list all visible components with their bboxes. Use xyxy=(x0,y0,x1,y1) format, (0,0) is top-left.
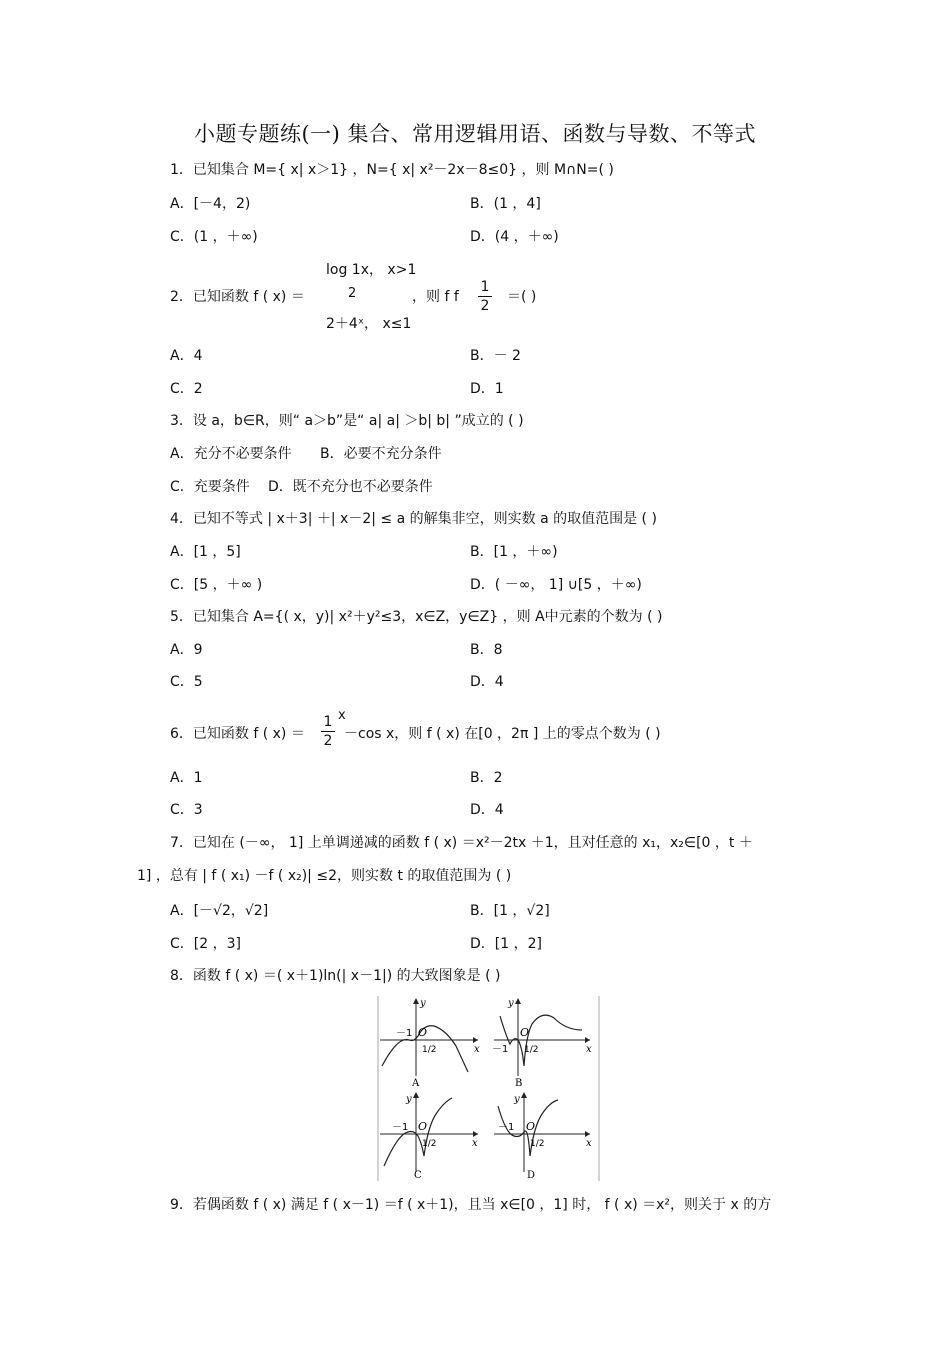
question-6-stem-right: －cos x，则 f ( x) 在[0 ，2π ] 上的零点个数为 ( ) xyxy=(344,726,661,742)
graph-b-x-label: x xyxy=(586,1044,592,1055)
question-6-exponent: x xyxy=(338,708,346,723)
question-6-option-b: B．2 xyxy=(470,770,503,786)
graph-c-tick-half: 1/2 xyxy=(422,1139,437,1149)
question-4-stem: 4．已知不等式 | x＋3| ＋| x－2| ≤ a 的解集非空，则实数 a 的取值范围是 ( ) xyxy=(170,511,657,527)
graph-a-y-label: y xyxy=(420,998,426,1009)
graph-d-origin: O xyxy=(526,1120,536,1133)
graph-b-label: B xyxy=(515,1078,523,1089)
graph-d-label: D xyxy=(527,1170,536,1181)
question-6-frac-den: 2 xyxy=(321,731,335,750)
graph-c-y-label: y xyxy=(406,1094,412,1105)
graph-a-label: A xyxy=(412,1078,420,1089)
question-2-option-b: B．－ 2 xyxy=(470,348,521,364)
graph-b-tick-neg: －1 xyxy=(492,1044,509,1055)
graph-d-x-label: x xyxy=(586,1138,592,1149)
question-6-frac-num: 1 xyxy=(323,714,333,730)
question-2-frac-den: 2 xyxy=(478,296,492,315)
question-6-option-d: D．4 xyxy=(470,802,504,818)
question-2-stem-right: ，则 f f xyxy=(412,289,459,305)
question-7-option-b: B．[1 ，√2] xyxy=(470,903,550,919)
graph-d-tick-neg: －1 xyxy=(498,1122,515,1133)
graph-d-tick-half: 1/2 xyxy=(530,1139,545,1149)
question-1-option-c: C．(1 ，＋∞) xyxy=(170,229,258,245)
question-2-fraction xyxy=(478,278,492,315)
question-2-case1: log 1x， x>1 xyxy=(326,262,417,278)
question-2-option-a: A．4 xyxy=(170,348,203,364)
question-3-option-c: C．充要条件 xyxy=(170,479,250,495)
question-2-tail: ＝( ) xyxy=(507,289,537,305)
graph-a xyxy=(380,998,480,1089)
question-2-option-c: C．2 xyxy=(170,381,203,397)
graph-b-tick-half: 1/2 xyxy=(524,1045,539,1055)
question-7-line-1: 7．已知在 (－∞， 1] 上单调递减的函数 f ( x) ＝x²－2tx ＋1，且对任意的 x₁，x₂∈[0 ，t ＋ xyxy=(170,835,753,851)
graph-b xyxy=(492,998,592,1089)
question-1-option-d: D．(4 ，＋∞) xyxy=(470,229,559,245)
question-5-stem: 5．已知集合 A={( x，y)| x²＋y²≤3，x∈Z，y∈Z} ，则 A中元素的个数为 ( ) xyxy=(170,609,663,625)
question-4-option-b: B．[1 ，＋∞) xyxy=(470,544,558,560)
graph-a-tick-neg: －1 xyxy=(396,1028,413,1039)
graph-a-x-label: x xyxy=(474,1044,480,1055)
graph-c xyxy=(380,1092,478,1181)
question-3-stem: 3．设 a，b∈R，则“ a＞b”是“ a| a| ＞b| b| ”成立的 ( ) xyxy=(170,413,524,429)
question-1-stem: 1．已知集合 M={ x| x＞1} ，N={ x| x²－2x－8≤0} ，则 M∩N=( ) xyxy=(170,162,614,178)
graph-d-y-label: y xyxy=(514,1094,520,1105)
question-5-option-d: D．4 xyxy=(470,674,504,690)
graph-a-origin: O xyxy=(418,1026,428,1039)
question-6-option-a: A．1 xyxy=(170,770,203,786)
question-3-option-d: D．既不充分也不必要条件 xyxy=(268,479,433,495)
question-4-option-d: D．( －∞， 1] ∪[5 ，＋∞) xyxy=(470,577,642,593)
question-2-frac-num: 1 xyxy=(480,279,490,295)
question-4-option-a: A．[1 ，5] xyxy=(170,544,241,560)
question-1-option-a: A．[－4，2) xyxy=(170,196,251,212)
graph-d xyxy=(494,1092,592,1181)
question-6-fraction xyxy=(321,713,335,750)
question-7-option-d: D．[1 ，2] xyxy=(470,936,542,952)
question-3-option-a: A．充分不必要条件 xyxy=(170,446,292,462)
graph-b-y-label: y xyxy=(508,998,514,1009)
question-3-option-b: B．必要不充分条件 xyxy=(320,446,442,462)
graph-c-tick-neg: －1 xyxy=(392,1122,409,1133)
page-title: 小题专题练(一) 集合、常用逻辑用语、函数与导数、不等式 xyxy=(193,122,757,146)
question-5-option-b: B．8 xyxy=(470,642,503,658)
graph-c-label: C xyxy=(414,1170,422,1181)
question-7-line-2: 1] ，总有 | f ( x₁) －f ( x₂)| ≤2，则实数 t 的取值范围为 ( ) xyxy=(137,868,512,884)
question-9-stem: 9．若偶函数 f ( x) 满足 f ( x－1) ＝f ( x＋1)，且当 x∈[0 ，1] 时， f ( x) ＝x²，则关于 x 的方 xyxy=(170,1197,772,1213)
graph-b-origin: O xyxy=(520,1026,530,1039)
question-8-graphs xyxy=(376,996,601,1181)
question-6-option-c: C．3 xyxy=(170,802,203,818)
question-2-case2: 2＋4ˣ， x≤1 xyxy=(326,316,412,332)
graph-c-x-label: x xyxy=(472,1138,478,1149)
question-4-option-c: C．[5 ，＋∞ ) xyxy=(170,577,263,593)
question-8-stem: 8．函数 f ( x) ＝( x＋1)ln(| x－1|) 的大致图象是 ( ) xyxy=(170,968,501,984)
question-5-option-a: A．9 xyxy=(170,642,203,658)
question-2-case1-base: 2 xyxy=(348,286,357,301)
question-7-option-c: C．[2 ，3] xyxy=(170,936,241,952)
graph-c-origin: O xyxy=(418,1120,428,1133)
question-2-stem-left: 2．已知函数 f ( x) ＝ xyxy=(170,289,305,305)
question-7-option-a: A．[－√2，√2] xyxy=(170,903,269,919)
question-5-option-c: C．5 xyxy=(170,674,203,690)
question-6-stem-left: 6．已知函数 f ( x) ＝ xyxy=(170,726,305,742)
graph-a-tick-half: 1/2 xyxy=(422,1045,437,1055)
question-1-option-b: B．(1 ，4] xyxy=(470,196,541,212)
question-2-option-d: D．1 xyxy=(470,381,504,397)
